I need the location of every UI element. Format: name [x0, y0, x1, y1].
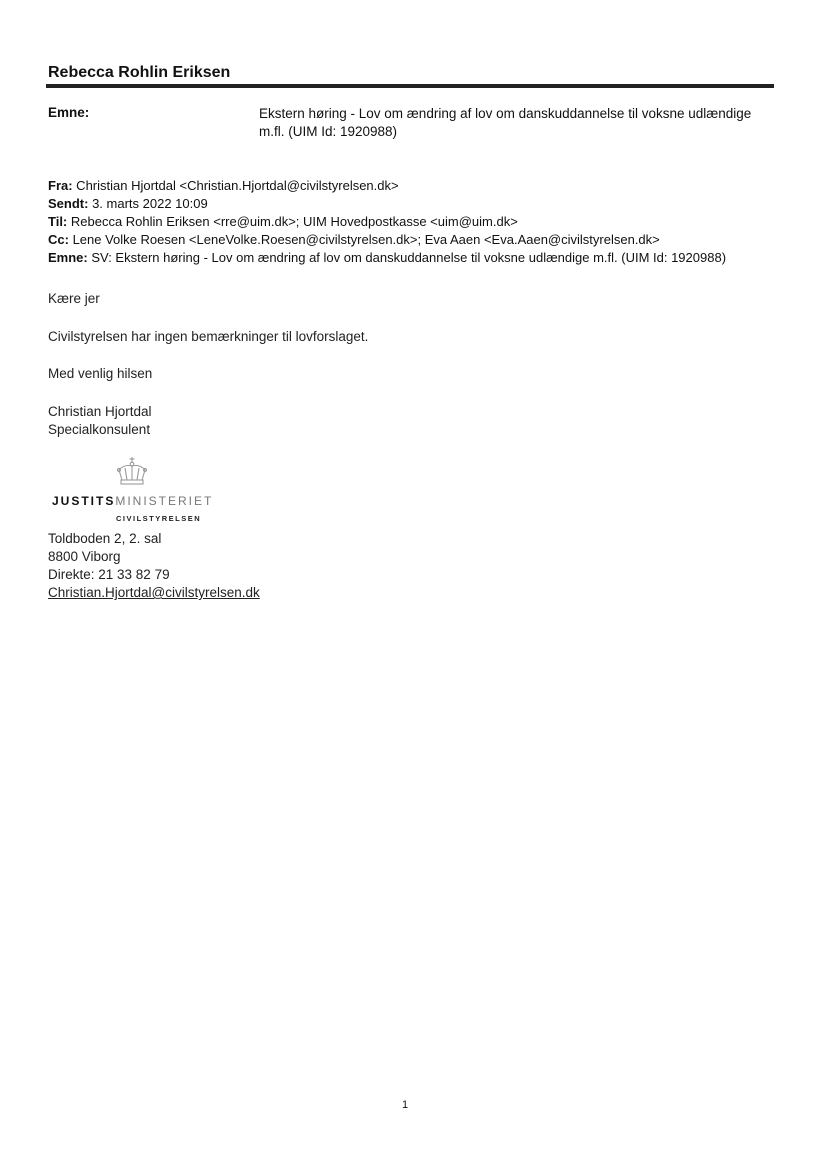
sender-title: Specialkonsulent [48, 422, 151, 437]
meta-cc-row [48, 231, 726, 249]
subject-label: Emne: [48, 105, 90, 120]
subject-value: Ekstern høring - Lov om ændring af lov om danskuddannelse til voksne udlændige m.fl. (UIM Id: 1920988) [259, 106, 752, 139]
email-meta-block [48, 177, 726, 267]
address-street: Toldboden 2, 2. sal [48, 531, 162, 546]
sender-name: Christian Hjortdal [48, 404, 152, 419]
address-phone: Direkte: 21 33 82 79 [48, 567, 170, 582]
header-divider [46, 84, 774, 88]
logo-subline: CIVILSTYRELSEN [116, 514, 202, 523]
page-number: 1 [402, 1099, 409, 1111]
greeting: Kære jer [48, 291, 100, 306]
ministry-logo [52, 456, 232, 526]
meta-from-label: Fra: [48, 178, 73, 193]
crown-icon [114, 456, 150, 488]
meta-from-value: Christian Hjortdal <Christian.Hjortdal@civilstyrelsen.dk> [72, 178, 399, 193]
logo-wordmark-light: MINISTERIET [115, 494, 214, 508]
meta-sent-value: 3. marts 2022 10:09 [88, 196, 208, 211]
meta-subject-label: Emne: [48, 250, 88, 265]
meta-to-label: Til: [48, 214, 68, 229]
meta-subject-row [48, 249, 726, 267]
meta-cc-value: Lene Volke Roesen <LeneVolke.Roesen@civilstyrelsen.dk>; Eva Aaen <Eva.Aaen@civilstyrelsen.dk> [68, 232, 660, 247]
address-email-link[interactable]: Christian.Hjortdal@civilstyrelsen.dk [48, 585, 260, 600]
message-text: Civilstyrelsen har ingen bemærkninger til lovforslaget. [48, 329, 369, 344]
meta-from-row [48, 177, 726, 195]
document-header-name: Rebecca Rohlin Eriksen [48, 64, 231, 81]
meta-to-value: Rebecca Rohlin Eriksen <rre@uim.dk>; UIM Hovedpostkasse <uim@uim.dk> [67, 214, 518, 229]
address-city: 8800 Viborg [48, 549, 121, 564]
meta-to-row [48, 213, 726, 231]
meta-cc-label: Cc: [48, 232, 69, 247]
closing: Med venlig hilsen [48, 366, 153, 381]
logo-wordmark [52, 494, 213, 508]
logo-wordmark-strong: JUSTITS [52, 494, 116, 508]
meta-sent-label: Sendt: [48, 196, 89, 211]
signature-address [48, 530, 260, 602]
meta-subject-value: SV: Ekstern høring - Lov om ændring af lov om danskuddannelse til voksne udlændige m.fl. (UIM Id: 1920988) [87, 250, 727, 265]
meta-sent-row [48, 195, 726, 213]
